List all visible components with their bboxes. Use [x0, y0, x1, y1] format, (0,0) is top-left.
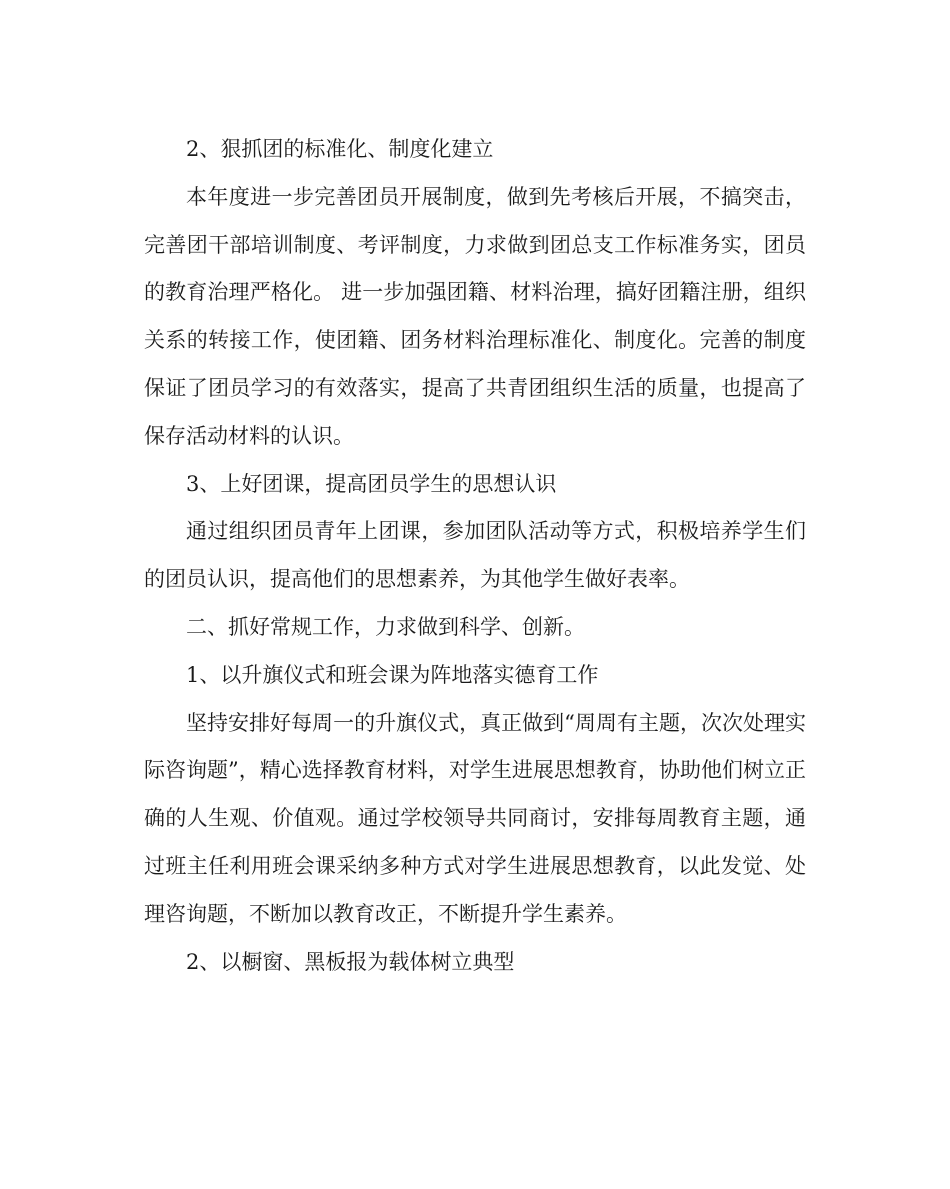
section-heading: 1、以升旗仪式和班会课为阵地落实德育工作: [186, 662, 599, 687]
body-paragraph: 通过组织团员青年上团课，参加团队活动等方式，积极培养学生们的团员认识，提高他们的思想素养，为其他学生做好表率。: [144, 519, 806, 592]
body-paragraph: 坚持安排好每周一的升旗仪式，真正做到“周周有主题，次次处理实际咨询题”，精心选择教育材料，对学生进展思想教育，协助他们树立正确的人生观、价值观。通过学校领导共同商讨，安排每周教育主题，通过班主任利用班会课采纳多种方式对学生进展思想教育，以此发觉、处理咨询题，不断加以教育改正，不断提升学生素养。: [144, 710, 806, 926]
section-heading: 2、狠抓团的标准化、制度化建立: [186, 137, 494, 161]
section-heading: 二、抓好常规工作，力求做到科学、创新。: [186, 614, 585, 639]
section-heading: 2、以橱窗、黑板报为载体树立典型: [186, 949, 515, 974]
body-paragraph: 本年度进一步完善团员开展制度，做到先考核后开展，不搞突击，完善团干部培训制度、考评制度，力求做到团总支工作标准务实，团员的教育治理严格化。 进一步加强团籍、材料治理，搞好团籍注册，组织关系的转接工作，使团籍、团务材料治理标准化、制度化。完善的制度保证了团员学习的有效落实，提高了共青团组织生活的质量，也提高了保存活动材料的认识。: [144, 184, 806, 448]
section-heading: 3、上好团课，提高团员学生的思想认识: [186, 471, 557, 496]
document-body: [144, 126, 806, 986]
